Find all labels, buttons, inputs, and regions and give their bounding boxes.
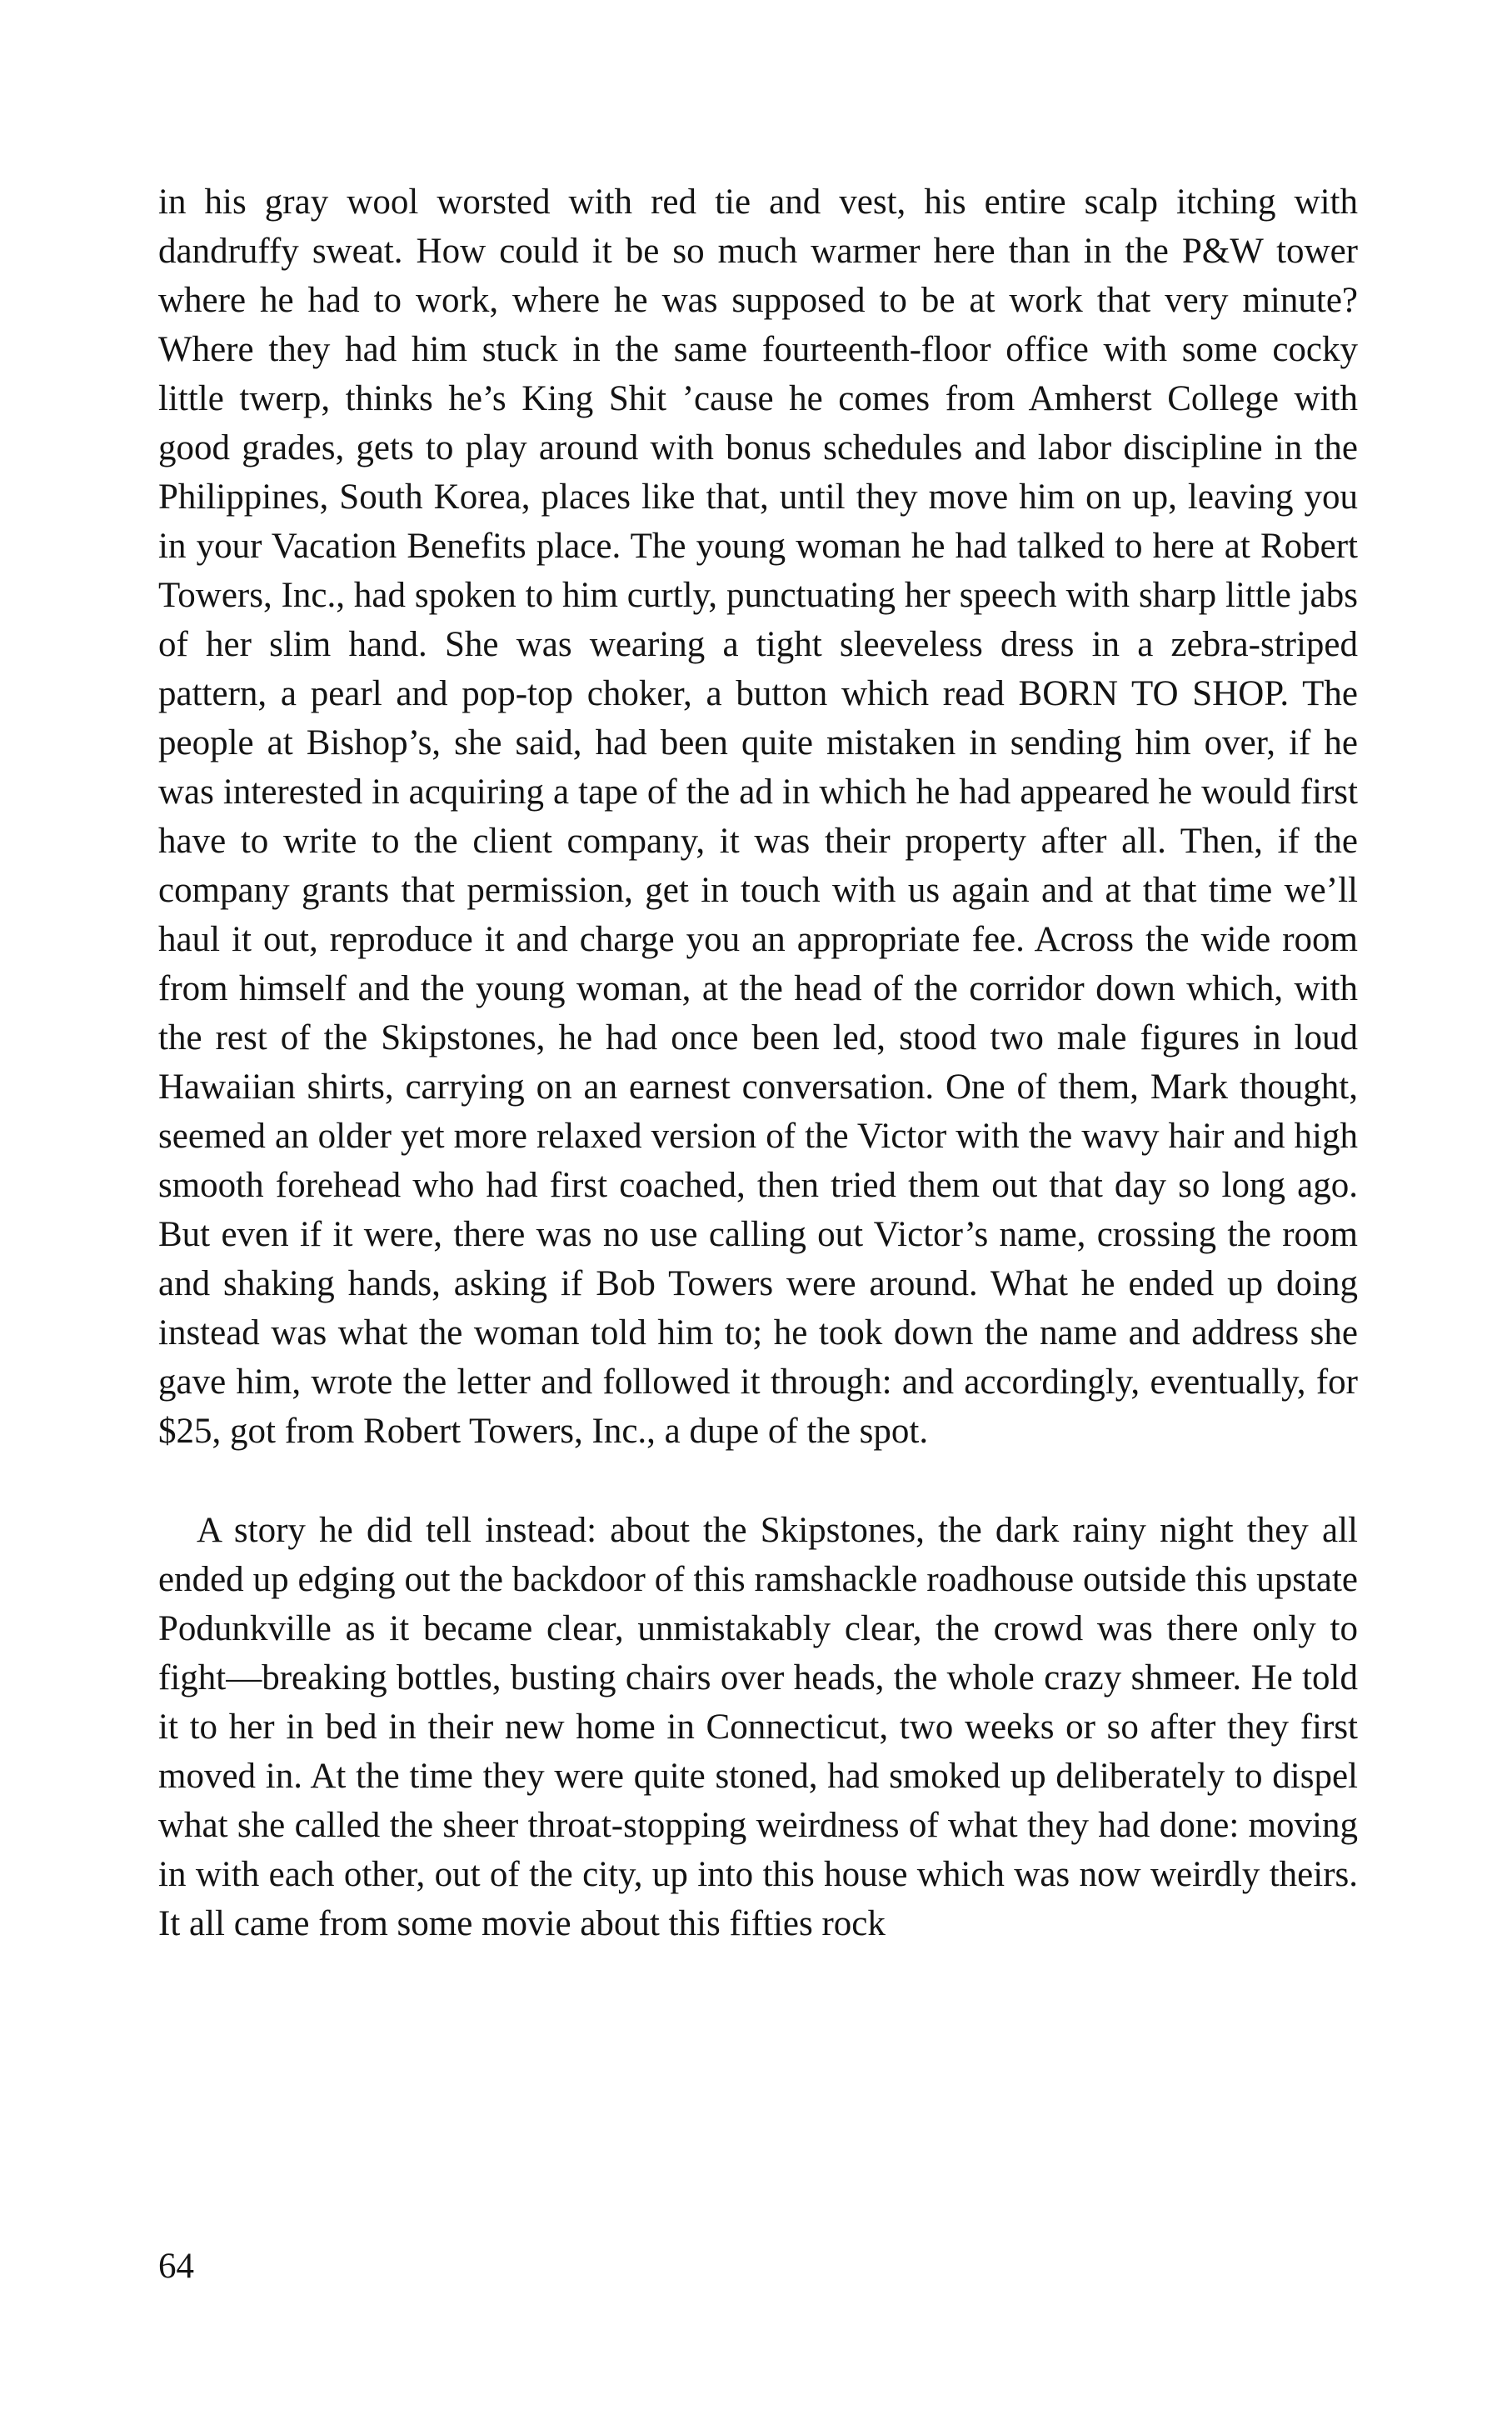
body-text — [158, 178, 1358, 1948]
page-number: 64 — [158, 2247, 194, 2286]
paragraph-2: A story he did tell instead: about the Skipstones, the dark rainy night they all ended up edging out the backdoor of this ramshackle roadhouse outside this upstate Podunkville as it became clear, unmistakably clear, the crowd was there only to fight—breaking bottles, busting chairs over heads, the whole crazy shmeer. He told it to her in bed in their new home in Connecticut, two weeks or so after they first moved in. At the time they were quite stoned, had smoked up deliberately to dispel what she called the sheer throat-stopping weirdness of what they had done: moving in with each other, out of the city, up into this house which was now weirdly theirs. It all came from some movie about this fifties rock — [158, 1511, 1358, 1943]
paragraph-1: in his gray wool worsted with red tie and vest, his entire scalp itching with dandruffy sweat. How could it be so much warmer here than in the P&W tower where he had to work, where he was supposed to be at work that very minute? Where they had him stuck in the same fourteenth-floor office with some cocky little twerp, thinks he’s King Shit ’cause he comes from Amherst College with good grades, gets to play around with bonus schedules and labor discipline in the Philippines, South Korea, places like that, until they move him on up, leaving you in your Vacation Benefits place. The young woman he had talked to here at Robert Towers, Inc., had spoken to him curtly, punctuating her speech with sharp little jabs of her slim hand. She was wearing a tight sleeveless dress in a zebra-striped pattern, a pearl and pop-top choker, a button which read BORN TO SHOP. The people at Bishop’s, she said, had been quite mistaken in sending him over, if he was interested in acquiring a tape of the ad in which he had appeared he would first have to write to the client company, it was their property after all. Then, if the company grants that permission, get in touch with us again and at that time we’ll haul it out, reproduce it and charge you an appropriate fee. Across the wide room from himself and the young woman, at the head of the corridor down which, with the rest of the Skipstones, he had once been led, stood two male figures in loud Hawaiian shirts, carrying on an earnest conversation. One of them, Mark thought, seemed an older yet more relaxed version of the Victor with the wavy hair and high smooth forehead who had first coached, then tried them out that day so long ago. But even if it were, there was no use calling out Victor’s name, crossing the room and shaking hands, asking if Bob Towers were around. What he ended up doing instead was what the woman told him to; he took down the name and address she gave him, wrote the letter and followed it through: and accordingly, eventually, for $25, got from Robert Towers, Inc., a dupe of the spot. — [158, 182, 1358, 1451]
